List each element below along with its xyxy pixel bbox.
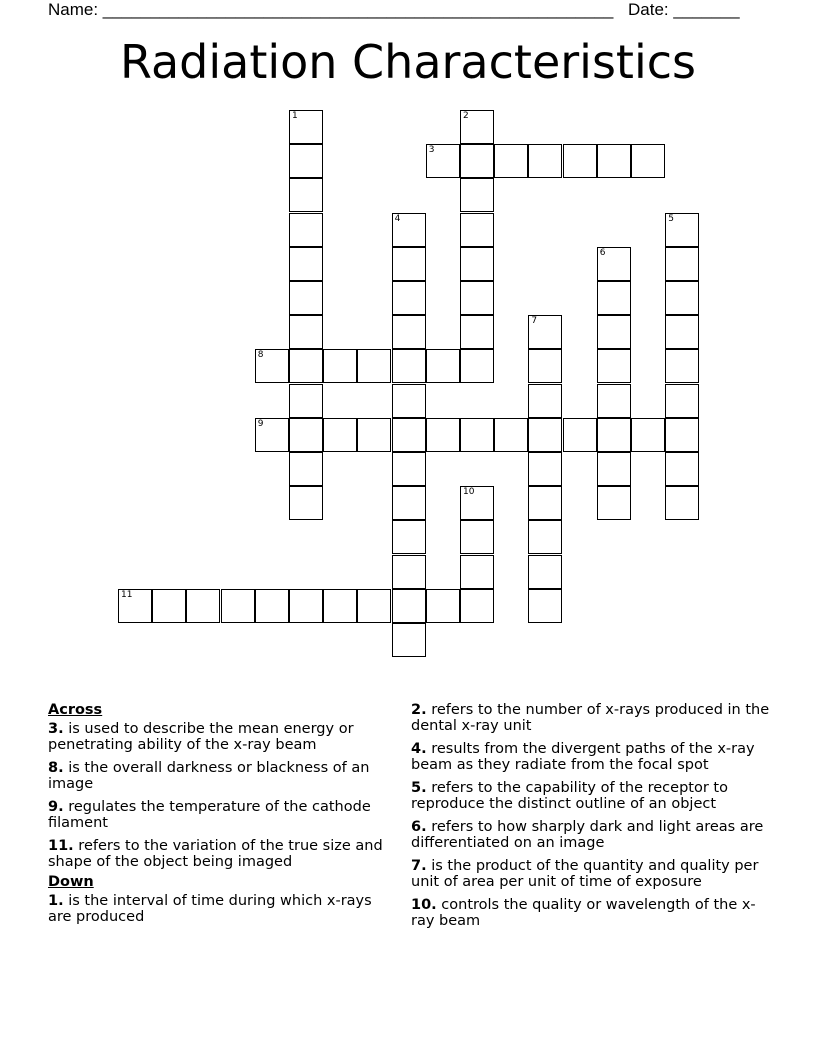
grid-cell[interactable]: [597, 418, 631, 452]
grid-cell[interactable]: [357, 349, 391, 383]
clue-down-10: [411, 897, 771, 929]
grid-cell[interactable]: [528, 589, 562, 623]
grid-cell[interactable]: [528, 418, 562, 452]
clue-down-4: [411, 741, 771, 773]
name-line[interactable]: ______________________________________________________: [102, 0, 614, 19]
grid-cell[interactable]: [392, 349, 426, 383]
clue-down-5: [411, 780, 771, 812]
date-label: Date:: [628, 0, 674, 19]
grid-cell[interactable]: [289, 349, 323, 383]
grid-cell[interactable]: [255, 589, 289, 623]
grid-cell[interactable]: [289, 589, 323, 623]
clue-across-11: [48, 838, 398, 870]
grid-cell[interactable]: [460, 589, 494, 623]
grid-cell[interactable]: [460, 144, 494, 178]
grid-cell[interactable]: [597, 349, 631, 383]
clue-down-7: [411, 858, 771, 890]
grid-cell[interactable]: [289, 452, 323, 486]
clue-number: 8.: [48, 760, 64, 776]
grid-cell[interactable]: [426, 349, 460, 383]
name-label: Name:: [48, 0, 103, 19]
clue-text: refers to the capability of the receptor to reproduce the distinct outline of an object: [411, 780, 728, 812]
grid-cell[interactable]: [118, 589, 152, 623]
grid-cell[interactable]: [528, 486, 562, 520]
grid-cell[interactable]: [186, 589, 220, 623]
grid-cell[interactable]: [323, 589, 357, 623]
grid-cell[interactable]: [392, 555, 426, 589]
grid-cell[interactable]: [665, 315, 699, 349]
grid-cell[interactable]: [289, 315, 323, 349]
clue-down-6: [411, 819, 771, 851]
grid-cell[interactable]: [289, 213, 323, 247]
clue-text: is the product of the quantity and quality per unit of area per unit of time of exposure: [411, 858, 759, 890]
cell-number: 1: [292, 111, 298, 121]
clue-text: is used to describe the mean energy or penetrating ability of the x-ray beam: [48, 721, 354, 753]
grid-cell[interactable]: [528, 520, 562, 554]
clue-across-8: [48, 760, 398, 792]
grid-cell[interactable]: [665, 247, 699, 281]
clue-text: is the overall darkness or blackness of an image: [48, 760, 370, 792]
page-title: Radiation Characteristics: [120, 35, 696, 89]
grid-cell[interactable]: [460, 418, 494, 452]
grid-cell[interactable]: [289, 178, 323, 212]
grid-cell[interactable]: [460, 520, 494, 554]
grid-cell[interactable]: [597, 486, 631, 520]
clue-across-9: [48, 799, 398, 831]
grid-cell[interactable]: [665, 349, 699, 383]
grid-cell[interactable]: [597, 247, 631, 281]
grid-cell[interactable]: [460, 555, 494, 589]
grid-cell[interactable]: [289, 247, 323, 281]
grid-cell[interactable]: [494, 144, 528, 178]
grid-cell[interactable]: [289, 144, 323, 178]
grid-cell[interactable]: [528, 144, 562, 178]
grid-cell[interactable]: [528, 349, 562, 383]
grid-cell[interactable]: [460, 110, 494, 144]
grid-cell[interactable]: [289, 418, 323, 452]
grid-cell[interactable]: [392, 315, 426, 349]
grid-cell[interactable]: [631, 144, 665, 178]
cell-number: 6: [599, 247, 606, 258]
across-heading: Across: [48, 702, 103, 718]
grid-cell[interactable]: [528, 555, 562, 589]
grid-cell[interactable]: [460, 349, 494, 383]
grid-cell[interactable]: [357, 418, 391, 452]
grid-cell[interactable]: [597, 315, 631, 349]
clue-number: 3.: [48, 721, 64, 737]
grid-cell[interactable]: [460, 178, 494, 212]
grid-cell[interactable]: [563, 418, 597, 452]
grid-cell[interactable]: [494, 418, 528, 452]
clue-text: refers to the variation of the true size and shape of the object being imaged: [48, 838, 383, 870]
grid-cell[interactable]: [357, 589, 391, 623]
clue-number: 9.: [48, 799, 64, 815]
cell-number: 4: [394, 213, 401, 224]
grid-cell[interactable]: [597, 384, 631, 418]
clue-number: 5.: [411, 780, 427, 796]
grid-cell[interactable]: [631, 418, 665, 452]
clue-text: results from the divergent paths of the x-ray beam as they radiate from the focal spot: [411, 741, 755, 773]
clue-number: 1.: [48, 893, 64, 909]
grid-cell[interactable]: [289, 281, 323, 315]
grid-cell[interactable]: [426, 418, 460, 452]
clue-text: controls the quality or wavelength of the x-ray beam: [411, 897, 756, 929]
clues-right-column: [411, 702, 771, 936]
clues-left-column: [48, 702, 398, 932]
grid-cell[interactable]: [152, 589, 186, 623]
grid-cell[interactable]: [392, 452, 426, 486]
grid-cell[interactable]: [289, 486, 323, 520]
grid-cell[interactable]: [426, 589, 460, 623]
clue-number: 4.: [411, 741, 427, 757]
cell-number: 2: [463, 111, 469, 121]
grid-cell[interactable]: [597, 144, 631, 178]
clue-number: 7.: [411, 858, 427, 874]
grid-cell[interactable]: [460, 486, 494, 520]
grid-cell[interactable]: [528, 452, 562, 486]
clue-down-1: [48, 893, 398, 925]
clue-text: is the interval of time during which x-rays are produced: [48, 893, 372, 925]
clue-number: 6.: [411, 819, 427, 835]
grid-cell[interactable]: [392, 213, 426, 247]
grid-cell[interactable]: [392, 247, 426, 281]
clue-text: refers to how sharply dark and light areas are differentiated on an image: [411, 819, 764, 851]
grid-cell[interactable]: [528, 315, 562, 349]
down-heading: Down: [48, 874, 94, 890]
date-line[interactable]: _______: [673, 0, 740, 19]
clue-down-2: [411, 702, 771, 734]
grid-cell[interactable]: [221, 589, 255, 623]
grid-cell[interactable]: [665, 281, 699, 315]
grid-cell[interactable]: [665, 384, 699, 418]
grid-cell[interactable]: [460, 281, 494, 315]
grid-cell[interactable]: [255, 418, 289, 452]
grid-cell[interactable]: [289, 110, 323, 144]
clue-number: 2.: [411, 702, 427, 718]
grid-cell[interactable]: [323, 418, 357, 452]
grid-cell[interactable]: [392, 623, 426, 657]
grid-cell[interactable]: [460, 315, 494, 349]
grid-cell[interactable]: [665, 418, 699, 452]
grid-cell[interactable]: [392, 384, 426, 418]
grid-cell[interactable]: [392, 486, 426, 520]
clue-number: 11.: [48, 838, 74, 854]
grid-cell[interactable]: [563, 144, 597, 178]
grid-cell[interactable]: [392, 589, 426, 623]
cell-number: 3: [428, 145, 435, 156]
cell-number: 9: [257, 418, 264, 429]
grid-cell[interactable]: [665, 213, 699, 247]
clue-across-3: [48, 721, 398, 753]
grid-cell[interactable]: [289, 384, 323, 418]
grid-cell[interactable]: [460, 247, 494, 281]
clue-text: refers to the number of x-rays produced in the dental x-ray unit: [411, 702, 770, 734]
grid-cell[interactable]: [392, 418, 426, 452]
grid-cell[interactable]: [255, 349, 289, 383]
clue-text: regulates the temperature of the cathode filament: [48, 799, 371, 831]
cell-number: 11: [121, 589, 133, 600]
grid-cell[interactable]: [665, 452, 699, 486]
grid-cell[interactable]: [665, 486, 699, 520]
grid-cell[interactable]: [323, 349, 357, 383]
cell-number: 10: [463, 487, 475, 498]
grid-cell[interactable]: [392, 281, 426, 315]
grid-cell[interactable]: [597, 281, 631, 315]
cell-number: 7: [531, 316, 538, 327]
grid-cell[interactable]: [528, 384, 562, 418]
cell-number: 8: [257, 350, 264, 361]
grid-cell[interactable]: [426, 144, 460, 178]
clue-number: 10.: [411, 897, 437, 913]
cell-number: 5: [668, 213, 674, 224]
grid-cell[interactable]: [392, 520, 426, 554]
grid-cell[interactable]: [597, 452, 631, 486]
grid-cell[interactable]: [460, 213, 494, 247]
